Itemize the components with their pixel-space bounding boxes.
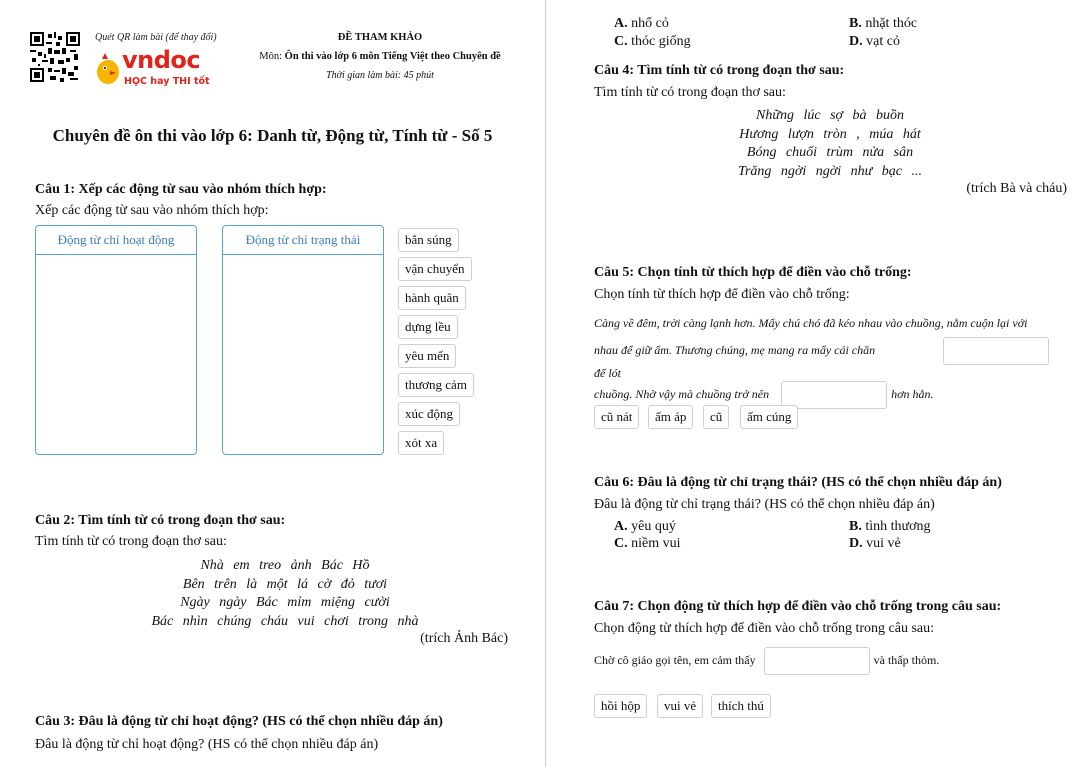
blank-1[interactable] (943, 337, 1049, 365)
poem-line: Hương lượn tròn , múa hát (739, 126, 921, 142)
subject-label: Môn: (259, 51, 283, 62)
chip-xuc-dong[interactable]: xúc động (398, 402, 460, 426)
passage-line: Càng về đêm, trời càng lạnh hơn. Mấy chú chó đã kéo nhau vào chuồng, nằm cuộn lại với (594, 316, 1028, 330)
poem-line: Bên trên là một lá cờ đỏ tươi (182, 576, 388, 592)
q4-title: Câu 4: Tìm tính từ có trong đoạn thơ sau: (594, 63, 845, 78)
option-letter: C. (614, 536, 628, 551)
passage-text: nhau để giữ ấm. Thương chúng, mẹ mang ra mấy cái chăn (594, 342, 876, 357)
option-text: yêu quý (631, 519, 676, 534)
subject-line (230, 51, 530, 62)
vndoc-logo (94, 46, 224, 90)
chip-hanh-quan[interactable]: hành quân (398, 286, 466, 310)
option-letter: D. (849, 34, 863, 49)
q6-option-a[interactable] (614, 519, 676, 535)
q5-text: Chọn tính từ thích hợp để điền vào chỗ trống: (594, 287, 850, 302)
poem-line: Trăng ngời ngời như bạc ... (737, 163, 923, 179)
q7-title: Câu 7: Chọn động từ thích hợp để điền vào chỗ trống trong câu sau: (594, 599, 1002, 614)
option-text: niềm vui (631, 536, 681, 551)
q3-option-b[interactable] (849, 16, 917, 32)
logo-text: vndoc (122, 46, 201, 74)
q1-title: Câu 1: Xếp các động từ sau vào nhóm thích hợp: (35, 182, 327, 197)
q7-sentence (594, 647, 939, 675)
poem-line: Nhà em treo ảnh Bác Hồ (200, 558, 370, 573)
chip-vui-ve[interactable]: vui vẻ (657, 694, 703, 718)
page-title: Chuyên đề ôn thi vào lớp 6: Danh từ, Động từ, Tính từ - Số 5 (52, 126, 493, 145)
chip-am-cung[interactable]: ấm cúng (740, 405, 798, 429)
q7-text: Chọn động từ thích hợp để điền vào chỗ trống trong câu sau: (594, 621, 935, 636)
option-text: nhổ cỏ (631, 16, 669, 31)
doc-type: ĐỀ THAM KHẢO (337, 32, 423, 43)
qr-code-icon[interactable] (30, 32, 80, 82)
poem-line: Ngày ngày Bác mỉm miệng cười (180, 595, 390, 610)
q2-source: (trích Ảnh Bác) (420, 631, 508, 646)
option-letter: A. (614, 519, 628, 534)
q3-text: Đâu là động từ chỉ hoạt động? (HS có thể chọn nhiều đáp án) (35, 737, 379, 752)
subject-name: Ôn thi vào lớp 6 môn Tiếng Việt theo Chuyên đề (284, 51, 501, 62)
page-divider (545, 0, 546, 767)
poem-line: Bác nhìn chúng cháu vui chơi trong nhà (151, 613, 419, 629)
chip-cu[interactable]: cũ (703, 405, 729, 429)
chip-van-chuyen[interactable]: vận chuyển (398, 257, 472, 281)
q5-passage (594, 315, 1064, 409)
poem-line: Bóng chuối trùm nửa sân (746, 145, 914, 160)
qr-caption: Quét QR làm bài (để thay đổi) (95, 32, 217, 43)
q6-option-c[interactable] (614, 536, 681, 552)
option-letter: B. (849, 519, 862, 534)
option-letter: B. (849, 16, 862, 31)
poem-line: Những lúc sợ bà buồn (756, 108, 904, 123)
q6-option-b[interactable] (849, 519, 931, 535)
chip-yeu-men[interactable]: yêu mến (398, 344, 456, 368)
q6-text: Đâu là động từ chỉ trạng thái? (HS có thể chọn nhiều đáp án) (594, 497, 935, 512)
chip-hoi-hop[interactable]: hồi hộp (594, 694, 647, 718)
option-text: thóc giống (631, 34, 691, 49)
option-letter: D. (849, 536, 863, 551)
group-header: Động từ chỉ trạng thái (223, 226, 383, 255)
passage-line-2 (594, 337, 1064, 381)
option-letter: C. (614, 34, 628, 49)
q4-poem (680, 107, 980, 181)
q5-title: Câu 5: Chọn tính từ thích hợp để điền vào chỗ trống: (594, 265, 912, 280)
sentence-text: và thấp thỏm. (873, 652, 940, 667)
group-hoat-dong[interactable] (35, 225, 197, 455)
option-text: nhặt thóc (865, 16, 918, 31)
q4-source: (trích Bà và cháu) (966, 181, 1067, 196)
time-limit: Thời gian làm bài: 45 phút (326, 70, 434, 81)
chip-am-ap[interactable]: ấm áp (648, 405, 693, 429)
chip-thuong-cam[interactable]: thương cảm (398, 373, 474, 397)
passage-text: hơn hẳn. (891, 386, 934, 401)
option-letter: A. (614, 16, 628, 31)
group-header: Động từ chỉ hoạt động (36, 226, 196, 255)
chip-ban-sung[interactable]: bắn súng (398, 228, 459, 252)
q6-title: Câu 6: Đâu là động từ chỉ trạng thái? (HS có thể chọn nhiều đáp án) (594, 475, 1002, 490)
option-text: tình thương (865, 519, 931, 534)
q3-option-a[interactable] (614, 16, 669, 32)
chip-thich-thu[interactable]: thích thú (711, 694, 771, 718)
logo-tagline: HỌC hay THI tốt (124, 76, 210, 87)
q2-title: Câu 2: Tìm tính từ có trong đoạn thơ sau: (35, 513, 286, 528)
chip-cu-nat[interactable]: cũ nát (594, 405, 639, 429)
q6-option-d[interactable] (849, 536, 901, 552)
chip-dung-leu[interactable]: dựng lều (398, 315, 458, 339)
chip-xot-xa[interactable]: xót xa (398, 431, 444, 455)
q3-title: Câu 3: Đâu là động từ chỉ hoạt động? (HS có thể chọn nhiều đáp án) (35, 714, 443, 729)
q3-option-c[interactable] (614, 34, 691, 50)
blank-q7[interactable] (764, 647, 870, 675)
q2-text: Tìm tính từ có trong đoạn thơ sau: (35, 534, 227, 549)
option-text: vạt cỏ (866, 34, 900, 49)
q2-poem (100, 557, 470, 631)
group-trang-thai[interactable] (222, 225, 384, 455)
sentence-text: Chờ cô giáo gọi tên, em cảm thấy (594, 652, 756, 667)
passage-text: để lót (594, 366, 621, 380)
q3-option-d[interactable] (849, 34, 900, 50)
passage-text: chuồng. Nhờ vậy mà chuồng trở nên (594, 386, 770, 401)
q4-text: Tìm tính từ có trong đoạn thơ sau: (594, 85, 786, 100)
option-text: vui vẻ (866, 536, 901, 551)
q1-text: Xếp các động từ sau vào nhóm thích hợp: (35, 203, 269, 218)
